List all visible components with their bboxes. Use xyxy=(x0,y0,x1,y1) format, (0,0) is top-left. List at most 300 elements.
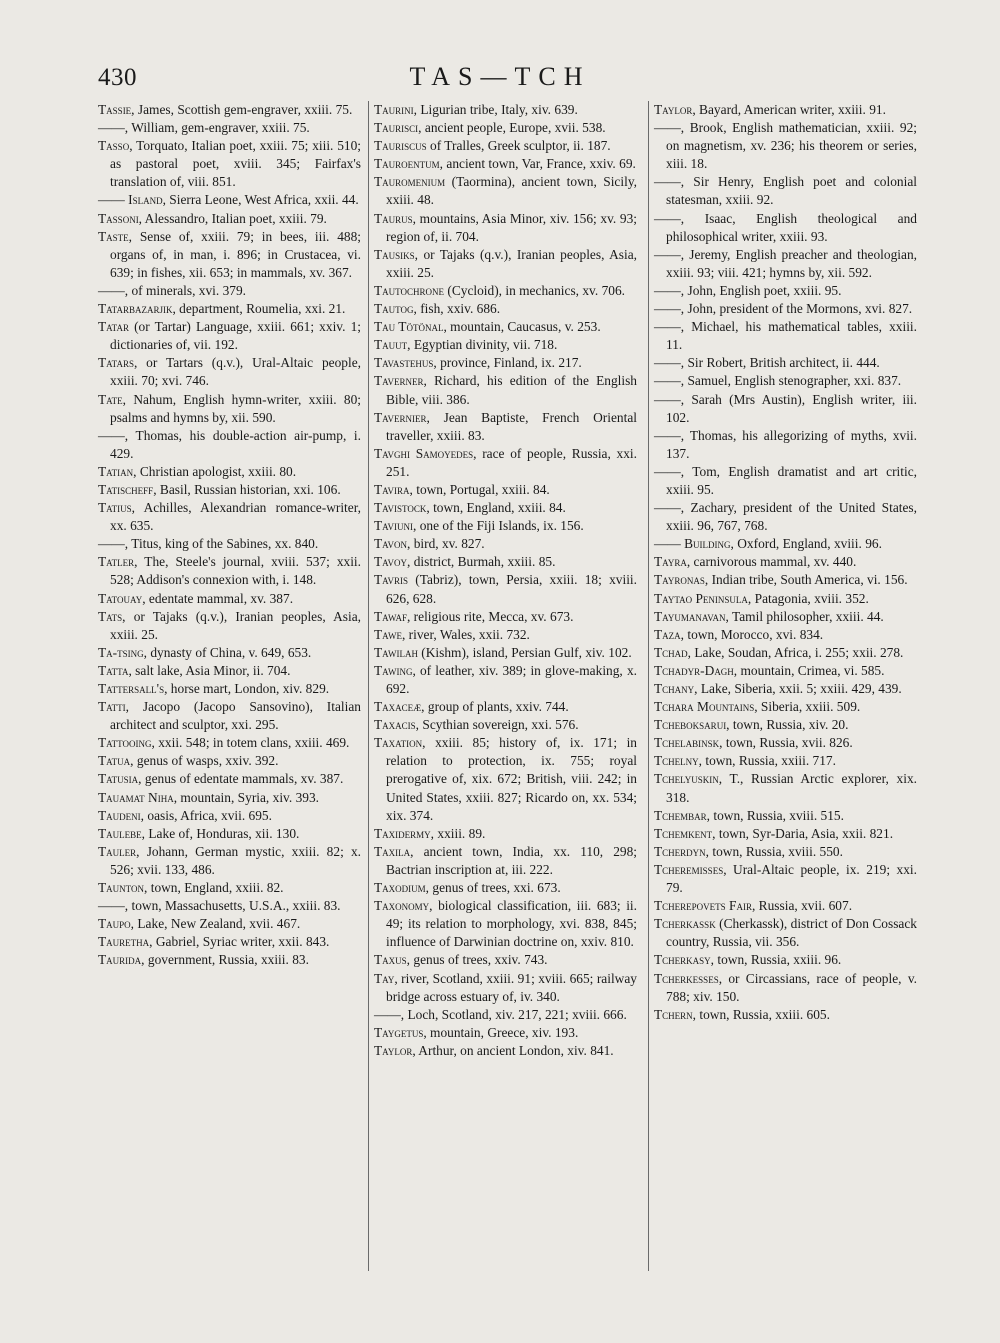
entry-text: Lake, New Zealand, xvii. 467. xyxy=(134,916,301,932)
entry-text: mountain, Syria, xiv. 393. xyxy=(177,789,320,805)
entry-headword: Tavastehus, xyxy=(374,355,437,371)
index-entry xyxy=(654,318,917,354)
entry-headword: Taxodium, xyxy=(374,880,430,896)
index-entry xyxy=(374,698,637,716)
entry-headword: Tattersall's, xyxy=(98,681,168,696)
entry-headword: Tcherkassk xyxy=(654,916,716,932)
index-entry xyxy=(654,698,917,716)
entry-text: river, Scotland, xxiii. 91; xviii. 665; railway bridge across estuary of, iv. 340. xyxy=(386,970,637,1004)
index-entry xyxy=(654,499,917,535)
entry-headword: Tauroentum, xyxy=(374,156,444,172)
entry-headword: Tausiks, xyxy=(374,246,419,262)
entry-headword: Tavoy, xyxy=(374,554,411,570)
index-entry xyxy=(374,1042,637,1060)
entry-text: (Taormina), ancient town, Sicily, xxiii. 48. xyxy=(386,174,637,208)
index-entry xyxy=(98,137,361,191)
entry-text: ——, Titus, king of the Sabines, xx. 840. xyxy=(98,536,319,552)
index-entry xyxy=(374,354,637,372)
entry-headword: Tauretha, xyxy=(98,934,153,950)
index-entry xyxy=(654,463,917,499)
entry-text: (Tabriz), town, Persia, xxiii. 18; xviii. 626, 628. xyxy=(386,572,637,606)
index-entry xyxy=(98,933,361,951)
index-entry xyxy=(374,499,637,517)
index-entry xyxy=(654,825,917,843)
index-entry xyxy=(654,626,917,644)
index-entry xyxy=(374,155,637,173)
entry-text: ancient people, Europe, xvii. 538. xyxy=(421,120,606,136)
entry-headword: Tattooing, xyxy=(98,735,155,751)
entry-headword: Tchad, xyxy=(654,644,692,660)
index-entry xyxy=(374,571,637,607)
entry-headword: Tchadyr-Dagh, xyxy=(654,662,738,678)
entry-text: Jean Baptiste, French Oriental traveller, xxiii. 83. xyxy=(386,409,637,443)
entry-text: Indian tribe, South America, vi. 156. xyxy=(708,572,908,588)
index-entry xyxy=(654,391,917,427)
entry-headword: Taylor, xyxy=(374,1042,416,1058)
entry-text: province, Finland, ix. 217. xyxy=(436,355,582,371)
column-rule xyxy=(368,101,369,1271)
entry-headword: Tawaf, xyxy=(374,608,411,624)
index-entry xyxy=(98,300,361,318)
index-entry xyxy=(654,119,917,173)
index-entry xyxy=(374,662,637,698)
entry-text: district, Burmah, xxiii. 85. xyxy=(410,554,556,570)
entry-text: Johann, German mystic, xxiii. 82; x. 526; xvii. 133, 486. xyxy=(110,843,361,877)
index-entry xyxy=(374,897,637,951)
entry-text: religious rite, Mecca, xv. 673. xyxy=(410,608,574,624)
entry-headword: Taxila, xyxy=(374,843,414,859)
entry-text: or Circassians, race of people, v. 788; xiv. 150. xyxy=(666,970,917,1004)
index-entry xyxy=(654,210,917,246)
index-entry xyxy=(98,101,361,119)
index-entry xyxy=(98,228,361,282)
entry-text: of leather, xiv. 389; in glove-making, x. 692. xyxy=(386,662,637,696)
entry-text: river, Wales, xxii. 732. xyxy=(405,626,530,642)
running-head: TAS—TCH xyxy=(409,62,591,91)
entry-text: biological classification, iii. 683; ii. 49; its relation to morphology, xvi. 838, 845; influence of Darwinian doctrine on, xxiv. 810. xyxy=(386,898,637,950)
entry-text: ——, Samuel, English stenographer, xxi. 837. xyxy=(654,373,902,389)
entry-text: James, Scottish gem-engraver, xxiii. 75. xyxy=(134,102,353,117)
entry-text: or Tajaks (q.v.), Iranian peoples, Asia, xxiii. 25. xyxy=(110,608,361,642)
column-3 xyxy=(654,101,917,1024)
index-entry xyxy=(98,354,361,390)
entry-text: Patagonia, xviii. 352. xyxy=(751,590,869,606)
entry-headword: Tawe, xyxy=(374,626,406,642)
index-entry xyxy=(654,608,917,626)
entry-text: department, Roumelia, xxi. 21. xyxy=(175,301,346,317)
index-entry xyxy=(98,825,361,843)
index-entry xyxy=(374,372,637,408)
entry-headword: Taxaceæ, xyxy=(374,699,425,715)
entry-text: town, Russia, xxiii. 605. xyxy=(696,1006,830,1022)
entry-text: Ligurian tribe, Italy, xiv. 639. xyxy=(417,102,578,117)
entry-headword: Tcherkesses, xyxy=(654,970,723,986)
entry-text: town, Russia, xvii. 826. xyxy=(722,735,853,751)
index-entry xyxy=(654,173,917,209)
entry-headword: Tatua, xyxy=(98,753,134,769)
entry-text: town, Russia, xxiii. 717. xyxy=(702,753,836,769)
entry-headword: Tchara Mountains, xyxy=(654,699,758,715)
index-entry xyxy=(654,282,917,300)
entry-headword: Tchelabinsk, xyxy=(654,735,723,751)
index-entry xyxy=(374,517,637,535)
entry-text: genus of trees, xxi. 673. xyxy=(429,880,561,896)
entry-headword: Taulebe, xyxy=(98,825,146,841)
index-entry xyxy=(654,427,917,463)
index-entry xyxy=(98,789,361,807)
entry-headword: Tatta, xyxy=(98,662,132,678)
entry-text: carnivorous mammal, xv. 440. xyxy=(690,554,857,570)
entry-headword: Taverner, xyxy=(374,373,427,389)
index-entry xyxy=(374,1024,637,1042)
entry-text: Basil, Russian historian, xxi. 106. xyxy=(156,481,341,497)
entry-headword: Taxacis, xyxy=(374,717,420,733)
entry-text: or Tajaks (q.v.), Iranian peoples, Asia, xxiii. 25. xyxy=(386,246,637,280)
entry-headword: Tauler, xyxy=(98,843,140,859)
entry-headword: Taxation, xyxy=(374,735,426,751)
index-entry xyxy=(98,553,361,589)
entry-headword: Tavris xyxy=(374,572,409,588)
entry-headword: Tautog, xyxy=(374,301,417,317)
entry-text: dynasty of China, v. 649, 653. xyxy=(147,644,312,660)
index-entry xyxy=(654,716,917,734)
index-entry xyxy=(374,1006,637,1024)
entry-headword: Tchelny, xyxy=(654,753,703,769)
entry-text: ——, of minerals, xvi. 379. xyxy=(98,282,247,298)
entry-text: xxiii. 89. xyxy=(434,825,486,841)
entry-text: fish, xxiv. 686. xyxy=(416,301,501,317)
index-entry xyxy=(374,608,637,626)
entry-text: Lake, Siberia, xxii. 5; xxiii. 429, 439. xyxy=(697,681,902,696)
index-entry xyxy=(374,716,637,734)
entry-headword: Taviuni, xyxy=(374,518,417,534)
index-entry xyxy=(374,137,637,155)
entry-text: Ural-Altaic people, ix. 219; xxi. 79. xyxy=(666,861,917,896)
index-entry xyxy=(98,535,361,553)
entry-text: (Kishm), island, Persian Gulf, xiv. 102. xyxy=(417,644,632,660)
entry-text: or Tartars (q.v.), Ural-Altaic people, xxiii. 70; xvi. 746. xyxy=(110,355,361,389)
entry-headword: Tcherdyn, xyxy=(654,843,710,859)
entry-text: Scythian sovereign, xxi. 576. xyxy=(419,717,579,733)
entry-headword: Taylor, xyxy=(654,102,696,117)
entry-text: Arthur, on ancient London, xiv. 841. xyxy=(415,1042,614,1058)
page-number: 430 xyxy=(98,64,137,91)
entry-text: T., Russian Arctic explorer, xix. 318. xyxy=(666,771,917,805)
index-entry xyxy=(98,698,361,734)
entry-headword: Tayra, xyxy=(654,554,691,570)
index-entry xyxy=(98,427,361,463)
entry-text: ——, Loch, Scotland, xiv. 217, 221; xviii. 666. xyxy=(374,1006,627,1022)
index-entry xyxy=(654,752,917,770)
entry-headword: Tavistock, xyxy=(374,500,430,516)
entry-text: town, Russia, xxiii. 96. xyxy=(714,952,842,968)
entry-text: (or Tartar) Language, xxiii. 661; xxiv. 1; dictionaries of, vii. 192. xyxy=(110,319,361,353)
entry-text: ——, town, Massachusetts, U.S.A., xxiii. 83. xyxy=(98,898,341,914)
entry-text: town, Russia, xviii. 550. xyxy=(709,843,843,859)
entry-text: (Cherkassk), district of Don Cossack country, Russia, vii. 356. xyxy=(666,916,917,950)
entry-headword: Tchelyuskin, xyxy=(654,771,723,787)
entry-text: Sierra Leone, West Africa, xxii. 44. xyxy=(165,192,359,208)
entry-text: xxiii. 85; history of, ix. 171; in relation to protection, ix. 755; royal prerogative of, xix. 672; British, viii. 242; in United States, xxiii. 827; Ricardo on, xx. 534; xix. 374. xyxy=(386,735,637,823)
index-entry xyxy=(98,752,361,770)
index-entry xyxy=(374,210,637,246)
entry-headword: Tatler, xyxy=(98,554,138,570)
index-entry xyxy=(374,481,637,499)
index-entry xyxy=(654,553,917,571)
entry-headword: Tauut, xyxy=(374,337,411,353)
entry-headword: Tawing, xyxy=(374,662,416,678)
entry-text: Christian apologist, xxiii. 80. xyxy=(136,463,297,479)
entry-headword: Tatti, xyxy=(98,699,130,715)
index-entry xyxy=(374,336,637,354)
index-entry xyxy=(374,282,637,300)
index-entry xyxy=(654,535,917,553)
entry-headword: Tauamat Niha, xyxy=(98,789,178,805)
entry-headword: Tcherepovets Fair, xyxy=(654,898,756,914)
index-entry xyxy=(654,246,917,282)
entry-headword: Tassie, xyxy=(98,102,135,117)
entry-text: Sense of, xxiii. 79; in bees, iii. 488; organs of, in man, i. 896; in Crustacea, vi. 639; in fishes, xii. 653; in mammals, xv. 367. xyxy=(110,228,361,280)
index-entry xyxy=(98,391,361,427)
entry-headword: Tavernier, xyxy=(374,409,430,425)
index-entry xyxy=(654,1006,917,1024)
index-entry xyxy=(374,734,637,824)
entry-text: town, Morocco, xvi. 834. xyxy=(684,626,824,642)
entry-text: ——, Thomas, his double-action air-pump, i. 429. xyxy=(98,427,361,461)
entry-headword: Tau Tötönal, xyxy=(374,319,447,335)
index-entry xyxy=(374,173,637,209)
entry-text: race of people, Russia, xxi. 251. xyxy=(386,445,637,479)
index-entry xyxy=(374,825,637,843)
entry-text: Nahum, English hymn-writer, xxiii. 80; psalms and hymns by, xii. 590. xyxy=(110,391,361,425)
entry-text: genus of wasps, xxiv. 392. xyxy=(133,753,279,769)
index-entry xyxy=(374,119,637,137)
entry-text: Tamil philosopher, xxiii. 44. xyxy=(728,608,884,624)
index-entry xyxy=(98,590,361,608)
entry-headword: Taurini, xyxy=(374,102,418,117)
entry-text: Gabriel, Syriac writer, xxii. 843. xyxy=(152,934,330,950)
index-entry xyxy=(98,191,361,209)
index-entry xyxy=(654,300,917,318)
entry-text: Torquato, Italian poet, xxiii. 75; xiii. 510; as pastoral poet, xviii. 345; Fairfax's translation of, viii. 851. xyxy=(110,138,361,190)
index-entry xyxy=(98,843,361,879)
entry-text: ——, William, gem-engraver, xxiii. 75. xyxy=(98,120,310,136)
column-1 xyxy=(98,101,361,970)
entry-headword: Tatar xyxy=(98,319,129,335)
entry-text: Alessandro, Italian poet, xxiii. 79. xyxy=(142,210,327,226)
entry-headword: Tavon, xyxy=(374,536,411,552)
index-entry xyxy=(374,553,637,571)
entry-text: Russia, xvii. 607. xyxy=(755,898,853,914)
column-2 xyxy=(374,101,637,1060)
entry-text: ——, Jeremy, English preacher and theologian, xxiii. 93; viii. 421; hymns by, xii. 592. xyxy=(654,246,917,280)
index-entry xyxy=(98,770,361,788)
index-entry xyxy=(98,463,361,481)
entry-headword: Tatars, xyxy=(98,355,138,371)
entry-headword: Taudeni, xyxy=(98,807,145,823)
entry-headword: Taxonomy, xyxy=(374,898,433,914)
entry-headword: Tatouay, xyxy=(98,590,146,606)
entry-headword: Tay, xyxy=(374,970,398,986)
entry-headword: Taytao Peninsula, xyxy=(654,590,752,606)
index-entry xyxy=(98,734,361,752)
entry-text: ——, John, president of the Mormons, xvi. 827. xyxy=(654,301,913,317)
entry-text: ——, Brook, English mathematician, xxiii. 92; on magnetism, xv. 236; his theorem or series, xiii. 18. xyxy=(654,120,917,172)
entry-text: salt lake, Asia Minor, ii. 704. xyxy=(131,662,291,678)
index-entry xyxy=(98,897,361,915)
entry-headword: Taxus, xyxy=(374,952,411,968)
entry-headword: Tauromenium xyxy=(374,174,446,190)
entry-text: mountain, Crimea, vi. 585. xyxy=(737,662,885,678)
index-entry xyxy=(374,300,637,318)
entry-text: Achilles, Alexandrian romance-writer, xx. 635. xyxy=(110,500,361,534)
index-entry xyxy=(98,662,361,680)
index-entry xyxy=(98,951,361,969)
entry-text: town, England, xxiii. 84. xyxy=(429,500,566,516)
entry-headword: —— Building, xyxy=(654,536,734,552)
entry-headword: Tasso, xyxy=(98,138,133,154)
entry-text: town, Portugal, xxiii. 84. xyxy=(412,481,550,497)
entry-text: mountains, Asia Minor, xiv. 156; xv. 93; region of, ii. 704. xyxy=(386,210,637,244)
index-entry xyxy=(374,318,637,336)
entry-headword: Tcheboksarui, xyxy=(654,717,730,733)
index-entry xyxy=(654,807,917,825)
entry-headword: Tatarbazarjik, xyxy=(98,301,176,317)
entry-headword: Tcheremisses, xyxy=(654,861,727,877)
entry-text: mountain, Caucasus, v. 253. xyxy=(446,319,601,335)
index-entry xyxy=(98,807,361,825)
index-entry xyxy=(654,861,917,897)
index-entry xyxy=(374,101,637,119)
entry-text: Oxford, England, xviii. 96. xyxy=(733,536,882,552)
entry-text: Lake, Soudan, Africa, i. 255; xxii. 278. xyxy=(691,644,904,660)
entry-text: ——, Thomas, his allegorizing of myths, xvii. 137. xyxy=(654,427,917,461)
entry-headword: Tassoni, xyxy=(98,210,143,226)
index-entry xyxy=(374,843,637,879)
index-entry xyxy=(654,571,917,589)
entry-headword: Taygetus, xyxy=(374,1024,427,1040)
entry-headword: Taurisci, xyxy=(374,120,422,136)
entry-text: one of the Fiji Islands, ix. 156. xyxy=(416,518,584,534)
entry-text: town, England, xxiii. 82. xyxy=(147,880,284,896)
index-entry xyxy=(654,734,917,752)
index-entry xyxy=(98,608,361,644)
index-entry xyxy=(98,119,361,137)
index-entry xyxy=(654,590,917,608)
entry-headword: Tchembar, xyxy=(654,807,711,823)
entry-text: oasis, Africa, xvii. 695. xyxy=(144,807,272,823)
entry-text: edentate mammal, xv. 387. xyxy=(145,590,294,606)
entry-text: Lake of, Honduras, xii. 130. xyxy=(145,825,300,841)
entry-text: The, Steele's journal, xviii. 537; xxii. 528; Addison's connexion with, i. 148. xyxy=(110,554,361,588)
entry-headword: Ta-tsing, xyxy=(98,644,147,660)
index-entry xyxy=(98,879,361,897)
index-entry xyxy=(654,680,917,698)
entry-headword: Tavghi Samoyedes, xyxy=(374,445,477,461)
index-entry xyxy=(654,372,917,390)
entry-headword: Tatian, xyxy=(98,463,137,479)
entry-headword: Tatius, xyxy=(98,500,136,516)
entry-headword: Taurida, xyxy=(98,952,145,968)
index-entry xyxy=(654,897,917,915)
entry-headword: Tats, xyxy=(98,608,126,624)
index-entry xyxy=(654,843,917,861)
entry-headword: Taste, xyxy=(98,228,133,244)
index-entry xyxy=(98,680,361,698)
entry-text: ancient town, India, xx. 110, 298; Bactrian inscription at, iii. 222. xyxy=(386,843,637,877)
index-entry xyxy=(374,409,637,445)
entry-text: Egyptian divinity, vii. 718. xyxy=(410,337,558,353)
entry-text: xxii. 548; in totem clans, xxiii. 469. xyxy=(154,735,350,751)
index-entry xyxy=(98,499,361,535)
entry-text: Siberia, xxiii. 509. xyxy=(757,699,861,715)
entry-text: town, Russia, xviii. 515. xyxy=(710,807,844,823)
index-entry xyxy=(98,481,361,499)
entry-text: ——, Zachary, president of the United States, xxiii. 96, 767, 768. xyxy=(654,500,917,534)
entry-headword: Taupo, xyxy=(98,916,135,932)
index-entry xyxy=(654,101,917,119)
entry-headword: Taza, xyxy=(654,626,685,642)
entry-text: ——, Michael, his mathematical tables, xxiii. 11. xyxy=(654,319,917,353)
entry-text: ——, Sir Robert, British architect, ii. 444. xyxy=(654,355,880,371)
entry-headword: Tautochrone xyxy=(374,282,445,298)
entry-headword: Taurus, xyxy=(374,210,417,226)
entry-text: ——, John, English poet, xxiii. 95. xyxy=(654,282,842,298)
entry-text: town, Syr-Daria, Asia, xxii. 821. xyxy=(715,825,894,841)
entry-headword: Tchemkent, xyxy=(654,825,716,841)
entry-headword: Tayumanavan, xyxy=(654,608,729,624)
entry-text: ——, Sarah (Mrs Austin), English writer, iii. 102. xyxy=(654,391,917,425)
entry-text: bird, xv. 827. xyxy=(410,536,485,552)
entry-text: mountain, Greece, xiv. 193. xyxy=(426,1024,579,1040)
index-entry xyxy=(98,282,361,300)
entry-text: of Tralles, Greek sculptor, ii. 187. xyxy=(426,138,611,154)
entry-headword: Tcherkasy, xyxy=(654,952,715,968)
entry-text: group of plants, xxiv. 744. xyxy=(424,699,569,715)
entry-headword: Tavira, xyxy=(374,481,413,497)
entry-text: ——, Tom, English dramatist and art critic, xxiii. 95. xyxy=(654,463,917,497)
entry-headword: Tatusia, xyxy=(98,771,142,787)
index-entry xyxy=(654,770,917,806)
entry-text: ——, Sir Henry, English poet and colonial statesman, xxiii. 92. xyxy=(654,174,917,208)
index-entry xyxy=(654,915,917,951)
index-entry xyxy=(654,354,917,372)
index-entry xyxy=(98,210,361,228)
entry-headword: Tchern, xyxy=(654,1006,697,1022)
index-entry xyxy=(654,644,917,662)
entry-text: (Cycloid), in mechanics, xv. 706. xyxy=(444,282,625,298)
index-entry xyxy=(374,951,637,969)
index-entry xyxy=(374,535,637,553)
entry-headword: Tate, xyxy=(98,391,127,407)
index-entry xyxy=(98,318,361,354)
index-entry xyxy=(98,915,361,933)
entry-headword: Tawilah xyxy=(374,644,418,660)
index-entry xyxy=(374,970,637,1006)
entry-text: Richard, his edition of the English Bible, viii. 386. xyxy=(386,373,637,407)
entry-text: ——, Isaac, English theological and philosophical writer, xxiii. 93. xyxy=(654,210,917,244)
index-entry xyxy=(374,246,637,282)
entry-headword: —— Island, xyxy=(98,192,166,208)
index-entry xyxy=(654,951,917,969)
entry-headword: Tayronas, xyxy=(654,572,709,588)
entry-text: Jacopo (Jacopo Sansovino), Italian architect and sculptor, xxi. 295. xyxy=(110,699,361,733)
entry-text: government, Russia, xxiii. 83. xyxy=(144,952,309,968)
index-entry xyxy=(654,970,917,1006)
index-entry xyxy=(374,879,637,897)
index-entry xyxy=(98,644,361,662)
entry-headword: Tauriscus xyxy=(374,138,427,154)
